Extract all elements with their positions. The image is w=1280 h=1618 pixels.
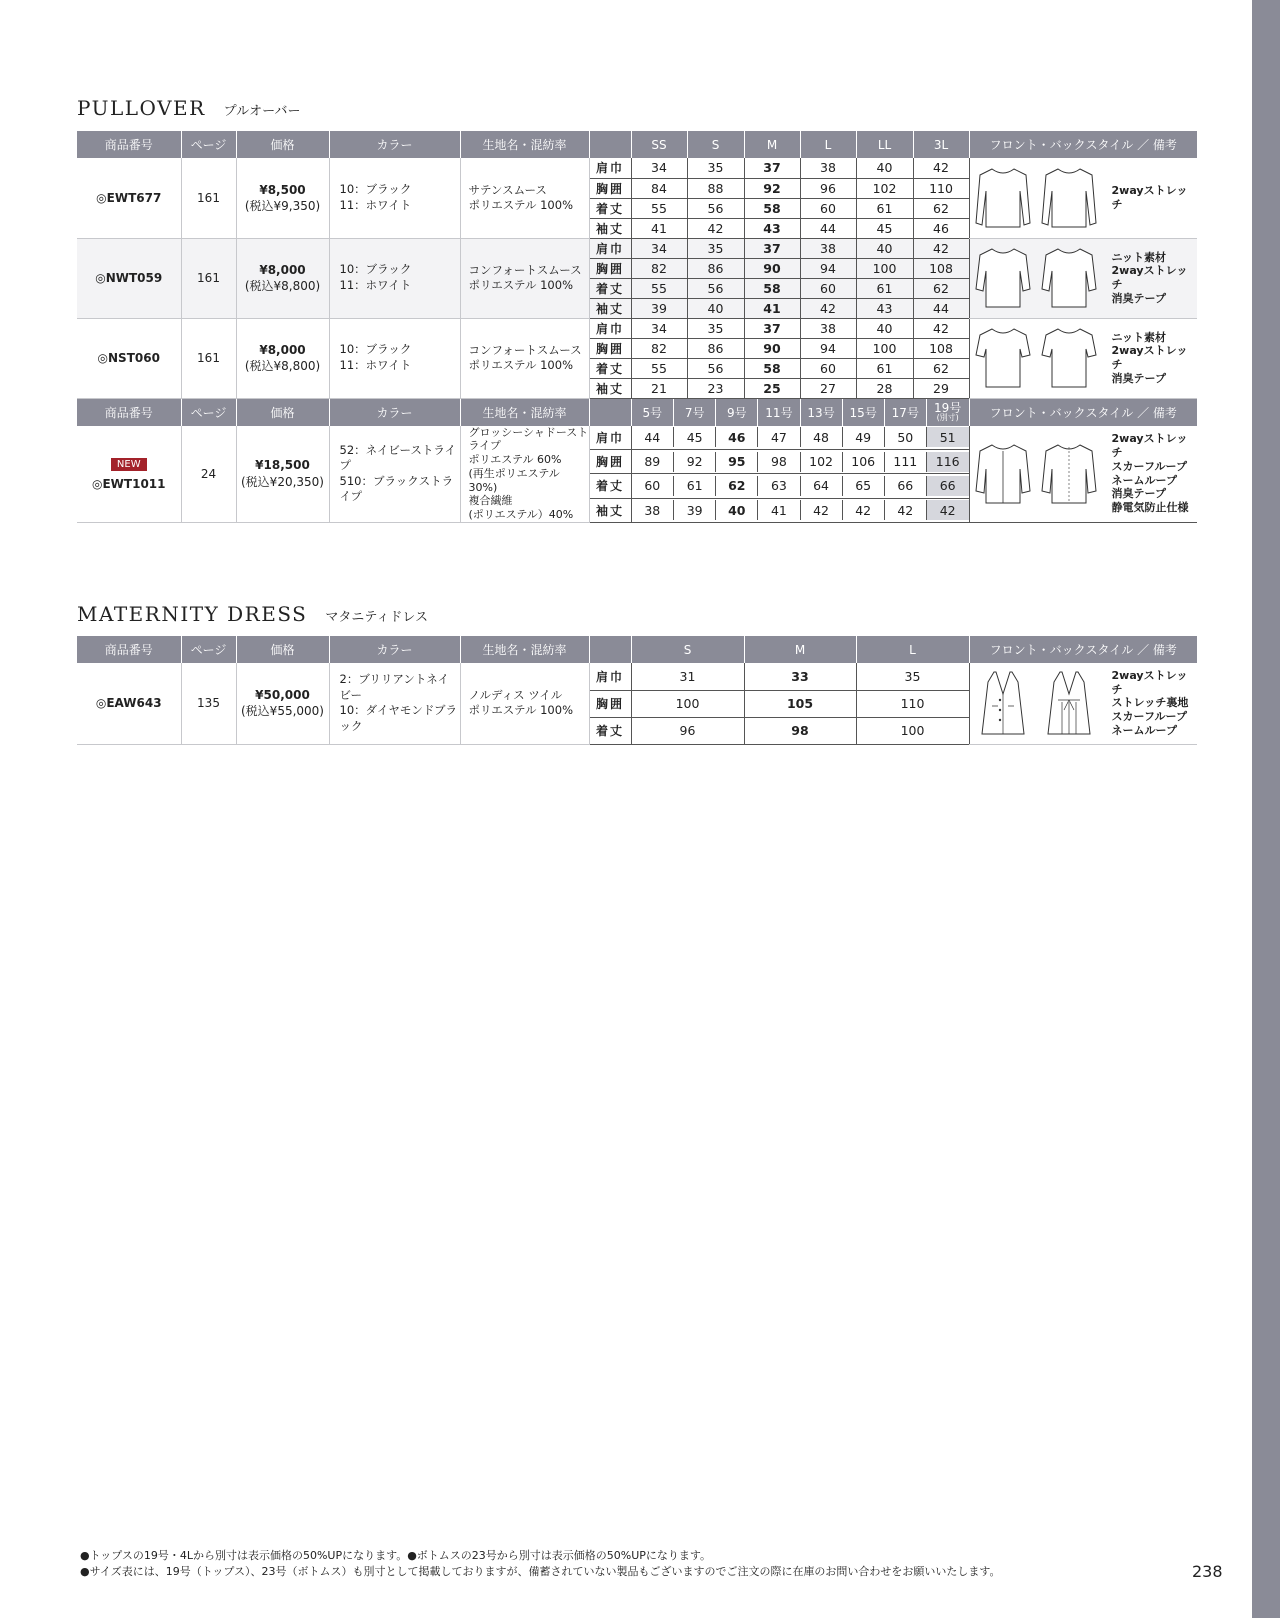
color-option: 2：ブリリアントネイビー	[339, 672, 450, 702]
size-value: 51	[926, 427, 968, 447]
size-value: 61	[674, 476, 716, 496]
color-option: 10：ブラック	[339, 182, 412, 197]
size-value: 35	[856, 663, 969, 690]
fabric-line: (再生ポリエステル 30%)	[468, 466, 560, 494]
product-code: ◎NST060	[97, 351, 160, 365]
size-value: 25	[744, 378, 800, 398]
front-style-illustration	[974, 325, 1032, 391]
color-options	[329, 426, 460, 523]
measure-label: 肩巾	[589, 158, 631, 178]
header-product-number: 商品番号	[77, 131, 181, 158]
style-notes-cell	[969, 663, 1197, 744]
size-value: 31	[631, 663, 744, 690]
size-value: 34	[631, 318, 687, 338]
price-with-tax: (税込¥20,350)	[241, 474, 324, 489]
size-value: 42	[926, 500, 968, 520]
price	[236, 238, 329, 318]
size-value: 40	[856, 318, 913, 338]
size-value: 60	[800, 278, 856, 298]
pullover-title-jp: プルオーバー	[223, 104, 301, 119]
header-size-custom: (別寸)	[936, 413, 959, 422]
fabric-line: ポリエステル 100%	[468, 197, 573, 212]
measure-label: 着丈	[589, 717, 631, 744]
size-value: 40	[856, 158, 913, 178]
size-value: 98	[744, 717, 856, 744]
header-size-l: L	[800, 131, 856, 158]
fabric-line: グロッシーシャドーストライプ	[468, 425, 589, 453]
size-value: 38	[800, 318, 856, 338]
product-notes	[1112, 184, 1194, 212]
size-value: 28	[856, 378, 913, 398]
size-value: 66	[926, 476, 968, 496]
price-with-tax: (税込¥9,350)	[244, 198, 321, 213]
size-value: 42	[800, 500, 842, 520]
product-number	[77, 663, 181, 744]
size-values-group	[631, 426, 969, 450]
header-size-ll: LL	[856, 131, 913, 158]
fabric-info	[460, 318, 589, 398]
product-code: ◎NWT059	[95, 271, 163, 285]
measure-label: 袖丈	[589, 378, 631, 398]
product-number	[77, 426, 181, 523]
size-value: 42	[800, 298, 856, 318]
product-notes	[1112, 331, 1194, 386]
size-value: 58	[744, 198, 800, 218]
price-value: ¥50,000	[255, 688, 310, 703]
color-option: 11：ホワイト	[339, 278, 412, 292]
header-size-ss: SS	[631, 131, 687, 158]
header-price: 価格	[236, 131, 329, 158]
size-value: 110	[856, 690, 969, 717]
size-value: 90	[744, 338, 800, 358]
note-line: ネームループ	[1111, 723, 1177, 737]
header-size	[926, 399, 968, 426]
measure-label: 肩巾	[589, 426, 631, 450]
header-product-number: 商品番号	[77, 636, 181, 663]
size-value: 34	[631, 158, 687, 178]
size-value: 100	[631, 690, 744, 717]
size-value: 90	[744, 258, 800, 278]
style-notes-cell	[969, 158, 1197, 238]
header-color: カラー	[329, 398, 460, 426]
measure-label: 肩巾	[589, 663, 631, 690]
color-option: 11：ホワイト	[339, 358, 412, 372]
back-style-illustration	[1040, 245, 1098, 311]
size-value: 41	[758, 500, 800, 520]
size-value: 61	[856, 358, 913, 378]
size-value: 61	[856, 278, 913, 298]
fabric-info	[460, 663, 589, 744]
measure-label: 胸囲	[589, 450, 631, 474]
size-value: 92	[674, 452, 716, 472]
back-style-illustration	[1040, 441, 1098, 507]
measure-label: 胸囲	[589, 178, 631, 198]
note-line: 消臭テープ	[1111, 487, 1166, 501]
size-value: 61	[856, 198, 913, 218]
size-value: 37	[744, 158, 800, 178]
style-notes-cell	[969, 426, 1197, 523]
header-fabric: 生地名・混紡率	[460, 636, 589, 663]
header-style: フロント・バックスタイル ／ 備考	[969, 398, 1197, 426]
size-value: 46	[716, 427, 758, 447]
size-value: 106	[842, 452, 884, 472]
size-value: 23	[687, 378, 744, 398]
size-value: 38	[800, 158, 856, 178]
measure-label: 袖丈	[589, 218, 631, 238]
back-style-illustration	[1040, 165, 1098, 231]
size-value: 38	[632, 500, 674, 520]
size-value: 49	[842, 427, 884, 447]
header-page: ページ	[181, 398, 236, 426]
color-options	[329, 318, 460, 398]
fabric-line: (ポリエステル）40%	[468, 508, 574, 521]
front-style-illustration	[974, 441, 1032, 507]
size-value: 42	[913, 318, 969, 338]
style-notes-cell	[969, 238, 1197, 318]
maternity-header-row	[77, 636, 1197, 663]
note-line: ネームループ	[1111, 473, 1177, 487]
size-value: 108	[913, 258, 969, 278]
measure-label: 肩巾	[589, 318, 631, 338]
header-style: フロント・バックスタイル ／ 備考	[969, 636, 1197, 663]
size-value: 43	[856, 298, 913, 318]
color-options	[329, 158, 460, 238]
size-value: 58	[744, 278, 800, 298]
note-line: ストレッチ裏地	[1111, 696, 1189, 710]
size-value: 94	[800, 338, 856, 358]
size-value: 39	[674, 500, 716, 520]
size-value: 45	[856, 218, 913, 238]
size-value: 38	[800, 238, 856, 258]
size-value: 64	[800, 476, 842, 496]
size-value: 63	[758, 476, 800, 496]
fabric-line: ポリエステル 60%	[468, 453, 562, 466]
size-value: 35	[687, 318, 744, 338]
size-value: 102	[856, 178, 913, 198]
note-line: 静電気防止仕様	[1111, 501, 1189, 515]
size-value: 62	[913, 278, 969, 298]
size-values-group	[631, 498, 969, 522]
size-value: 111	[884, 452, 926, 472]
product-number	[77, 158, 181, 238]
measure-label: 肩巾	[589, 238, 631, 258]
style-notes-cell	[969, 318, 1197, 398]
product-notes	[1112, 669, 1194, 738]
size-value: 66	[884, 476, 926, 496]
price	[236, 426, 329, 523]
page-number: 238	[1192, 1562, 1223, 1581]
size-value: 94	[800, 258, 856, 278]
size-value: 88	[687, 178, 744, 198]
header-price: 価格	[236, 636, 329, 663]
size-value: 35	[687, 158, 744, 178]
size-value: 44	[913, 298, 969, 318]
header-fabric: 生地名・混紡率	[460, 131, 589, 158]
size-value: 108	[913, 338, 969, 358]
fabric-info	[460, 426, 589, 523]
maternity-title-jp: マタニティドレス	[325, 610, 428, 625]
table-row	[77, 318, 1197, 338]
header-page: ページ	[181, 131, 236, 158]
header-blank	[589, 636, 631, 663]
size-value: 105	[744, 690, 856, 717]
size-value: 43	[744, 218, 800, 238]
size-value: 47	[758, 427, 800, 447]
color-options	[329, 663, 460, 744]
size-value: 33	[744, 663, 856, 690]
size-value: 46	[913, 218, 969, 238]
back-style-illustration	[1040, 670, 1098, 736]
pullover-title-en: PULLOVER	[77, 96, 206, 120]
back-style-illustration	[1040, 325, 1098, 391]
size-value: 60	[800, 358, 856, 378]
size-value: 100	[856, 717, 969, 744]
size-value: 95	[716, 452, 758, 472]
header-color: カラー	[329, 636, 460, 663]
note-line: スカーフループ	[1111, 459, 1187, 473]
size-value: 100	[856, 258, 913, 278]
fabric-line: コンフォートスムース	[468, 343, 582, 358]
product-number	[77, 318, 181, 398]
header-size: 11号	[758, 399, 800, 426]
size-value: 100	[856, 338, 913, 358]
color-options	[329, 238, 460, 318]
size-value: 40	[716, 500, 758, 520]
header-size-s: S	[631, 636, 744, 663]
size-value: 96	[631, 717, 744, 744]
note-line: ニット素材	[1111, 330, 1167, 344]
header-style: フロント・バックスタイル ／ 備考	[969, 131, 1197, 158]
fabric-info	[460, 158, 589, 238]
size-value: 37	[744, 318, 800, 338]
size-value: 40	[856, 238, 913, 258]
size-value: 86	[687, 258, 744, 278]
size-value: 55	[631, 358, 687, 378]
header-size-m: M	[744, 131, 800, 158]
catalog-page: 24	[181, 426, 236, 523]
size-value: 56	[687, 358, 744, 378]
size-value: 96	[800, 178, 856, 198]
header-size: 5号	[632, 399, 674, 426]
size-value: 82	[631, 338, 687, 358]
footer-note-2: ●サイズ表には、19号（トップス）、23号（ボトムス）も別寸として掲載しておりますが、備蓄されていない製品もございますのでご注文の際に在庫のお問い合わせをお願いいたします。	[80, 1565, 1001, 1578]
header-blank	[589, 398, 631, 426]
measure-label: 袖丈	[589, 298, 631, 318]
header-size-l: L	[856, 636, 969, 663]
product-code: ◎EWT677	[96, 190, 162, 205]
size-value: 34	[631, 238, 687, 258]
catalog-page: 161	[181, 158, 236, 238]
size-value: 56	[687, 198, 744, 218]
size-value: 98	[758, 452, 800, 472]
size-value: 42	[687, 218, 744, 238]
price	[236, 158, 329, 238]
size-values-group	[631, 474, 969, 498]
size-value: 62	[913, 358, 969, 378]
size-value: 42	[842, 500, 884, 520]
header-blank	[589, 131, 631, 158]
color-option: 11：ホワイト	[339, 197, 412, 212]
size-value: 42	[913, 158, 969, 178]
size-value: 89	[632, 452, 674, 472]
price-value: ¥8,000	[259, 342, 306, 357]
size-value: 29	[913, 378, 969, 398]
size-value: 86	[687, 338, 744, 358]
size-value: 42	[884, 500, 926, 520]
price-value: ¥18,500	[255, 458, 310, 473]
fabric-line: コンフォートスムース	[468, 263, 582, 278]
maternity-title-en: MATERNITY DRESS	[77, 602, 308, 626]
note-line: 消臭テープ	[1111, 291, 1166, 305]
header-size-3l: 3L	[913, 131, 969, 158]
pullover-table	[77, 131, 1197, 523]
measure-label: 着丈	[589, 198, 631, 218]
size-value: 21	[631, 378, 687, 398]
fabric-line: ポリエステル 100%	[468, 278, 573, 292]
size-value: 102	[800, 452, 842, 472]
product-number	[77, 238, 181, 318]
size-value: 116	[926, 452, 968, 472]
front-style-illustration	[974, 670, 1032, 736]
header-product-number: 商品番号	[77, 398, 181, 426]
size-value: 45	[674, 427, 716, 447]
color-option: 510：ブラックストライプ	[339, 473, 454, 504]
header-fabric: 生地名・混紡率	[460, 398, 589, 426]
measure-label: 胸囲	[589, 338, 631, 358]
header-price: 価格	[236, 398, 329, 426]
size-value: 82	[631, 258, 687, 278]
size-value: 92	[744, 178, 800, 198]
note-line: 2wayストレッチ	[1111, 344, 1188, 371]
size-value: 58	[744, 358, 800, 378]
header-page: ページ	[181, 636, 236, 663]
price-with-tax: (税込¥8,800)	[244, 359, 321, 373]
note-line: ニット素材	[1111, 250, 1167, 264]
size-value: 37	[744, 238, 800, 258]
note-line: スカーフループ	[1111, 710, 1187, 724]
pullover-header-row	[77, 131, 1197, 158]
price	[236, 663, 329, 744]
product-notes	[1112, 432, 1194, 515]
size-value: 41	[744, 298, 800, 318]
color-option: 52：ネイビーストライプ	[339, 442, 457, 473]
size-value: 27	[800, 378, 856, 398]
pullover-header-row-2	[77, 398, 1197, 426]
header-size: 13号	[800, 399, 842, 426]
size-value: 44	[800, 218, 856, 238]
measure-label: 袖丈	[589, 498, 631, 522]
size-value: 55	[631, 198, 687, 218]
color-option: 10：ブラック	[339, 262, 412, 277]
measure-label: 胸囲	[589, 258, 631, 278]
fabric-line: サテンスムース	[468, 182, 547, 197]
front-style-illustration	[974, 245, 1032, 311]
measure-label: 着丈	[589, 358, 631, 378]
note-line: 2wayストレッチ	[1111, 432, 1188, 460]
price-with-tax: (税込¥8,800)	[244, 279, 321, 293]
side-bar	[1252, 0, 1280, 1618]
front-style-illustration	[974, 165, 1032, 231]
size-value: 41	[631, 218, 687, 238]
size-value: 110	[913, 178, 969, 198]
header-size-group	[631, 398, 969, 426]
size-value: 55	[631, 278, 687, 298]
size-value: 65	[842, 476, 884, 496]
size-value: 84	[631, 178, 687, 198]
note-line: 2wayストレッチ	[1111, 264, 1188, 291]
color-option: 10：ダイヤモンドブラック	[339, 703, 458, 733]
footer-notes	[80, 1548, 1001, 1580]
size-value: 56	[687, 278, 744, 298]
header-size-19: 19号	[934, 401, 962, 415]
catalog-page: 161	[181, 318, 236, 398]
header-size-s: S	[687, 131, 744, 158]
size-value: 62	[716, 476, 758, 496]
size-value: 60	[800, 198, 856, 218]
header-size: 17号	[884, 399, 926, 426]
note-line: 2wayストレッチ	[1111, 668, 1188, 696]
product-code: ◎EWT1011	[92, 477, 166, 492]
catalog-page: 135	[181, 663, 236, 744]
fabric-line: 複合繊維	[468, 494, 513, 508]
fabric-line: ポリエステル 100%	[468, 703, 573, 718]
note-line: 2wayストレッチ	[1111, 184, 1188, 211]
price	[236, 318, 329, 398]
measure-label: 着丈	[589, 474, 631, 498]
fabric-line: ポリエステル 100%	[468, 358, 573, 372]
measure-label: 胸囲	[589, 690, 631, 717]
product-code: ◎EAW643	[95, 696, 162, 711]
size-value: 50	[884, 427, 926, 447]
color-option: 10：ブラック	[339, 342, 412, 357]
fabric-line: ノルディス ツイル	[468, 688, 563, 703]
size-value: 35	[687, 238, 744, 258]
header-size: 7号	[674, 399, 716, 426]
header-size: 9号	[716, 399, 758, 426]
price-value: ¥8,000	[259, 262, 306, 277]
table-row	[77, 663, 1197, 690]
size-value: 39	[631, 298, 687, 318]
measure-label: 着丈	[589, 278, 631, 298]
table-row	[77, 426, 1197, 450]
header-color: カラー	[329, 131, 460, 158]
note-line: 消臭テープ	[1111, 371, 1166, 385]
size-value: 48	[800, 427, 842, 447]
price-with-tax: (税込¥55,000)	[241, 704, 324, 719]
catalog-page: 161	[181, 238, 236, 318]
footer-note-1: ●トップスの19号・4Lから別寸は表示価格の50%UPになります。●ボトムスの23号から別寸は表示価格の50%UPになります。	[80, 1549, 712, 1562]
new-badge: NEW	[111, 458, 147, 471]
table-row	[77, 238, 1197, 258]
product-notes	[1112, 251, 1194, 306]
size-value: 42	[913, 238, 969, 258]
size-value: 44	[632, 427, 674, 447]
maternity-title	[77, 602, 428, 626]
price-value: ¥8,500	[259, 182, 306, 197]
table-row	[77, 158, 1197, 178]
maternity-table	[77, 636, 1197, 745]
size-value: 62	[913, 198, 969, 218]
size-values-group	[631, 450, 969, 474]
pullover-title	[77, 96, 301, 120]
header-size: 15号	[842, 399, 884, 426]
size-value: 60	[632, 476, 674, 496]
header-size-m: M	[744, 636, 856, 663]
fabric-info	[460, 238, 589, 318]
size-value: 40	[687, 298, 744, 318]
